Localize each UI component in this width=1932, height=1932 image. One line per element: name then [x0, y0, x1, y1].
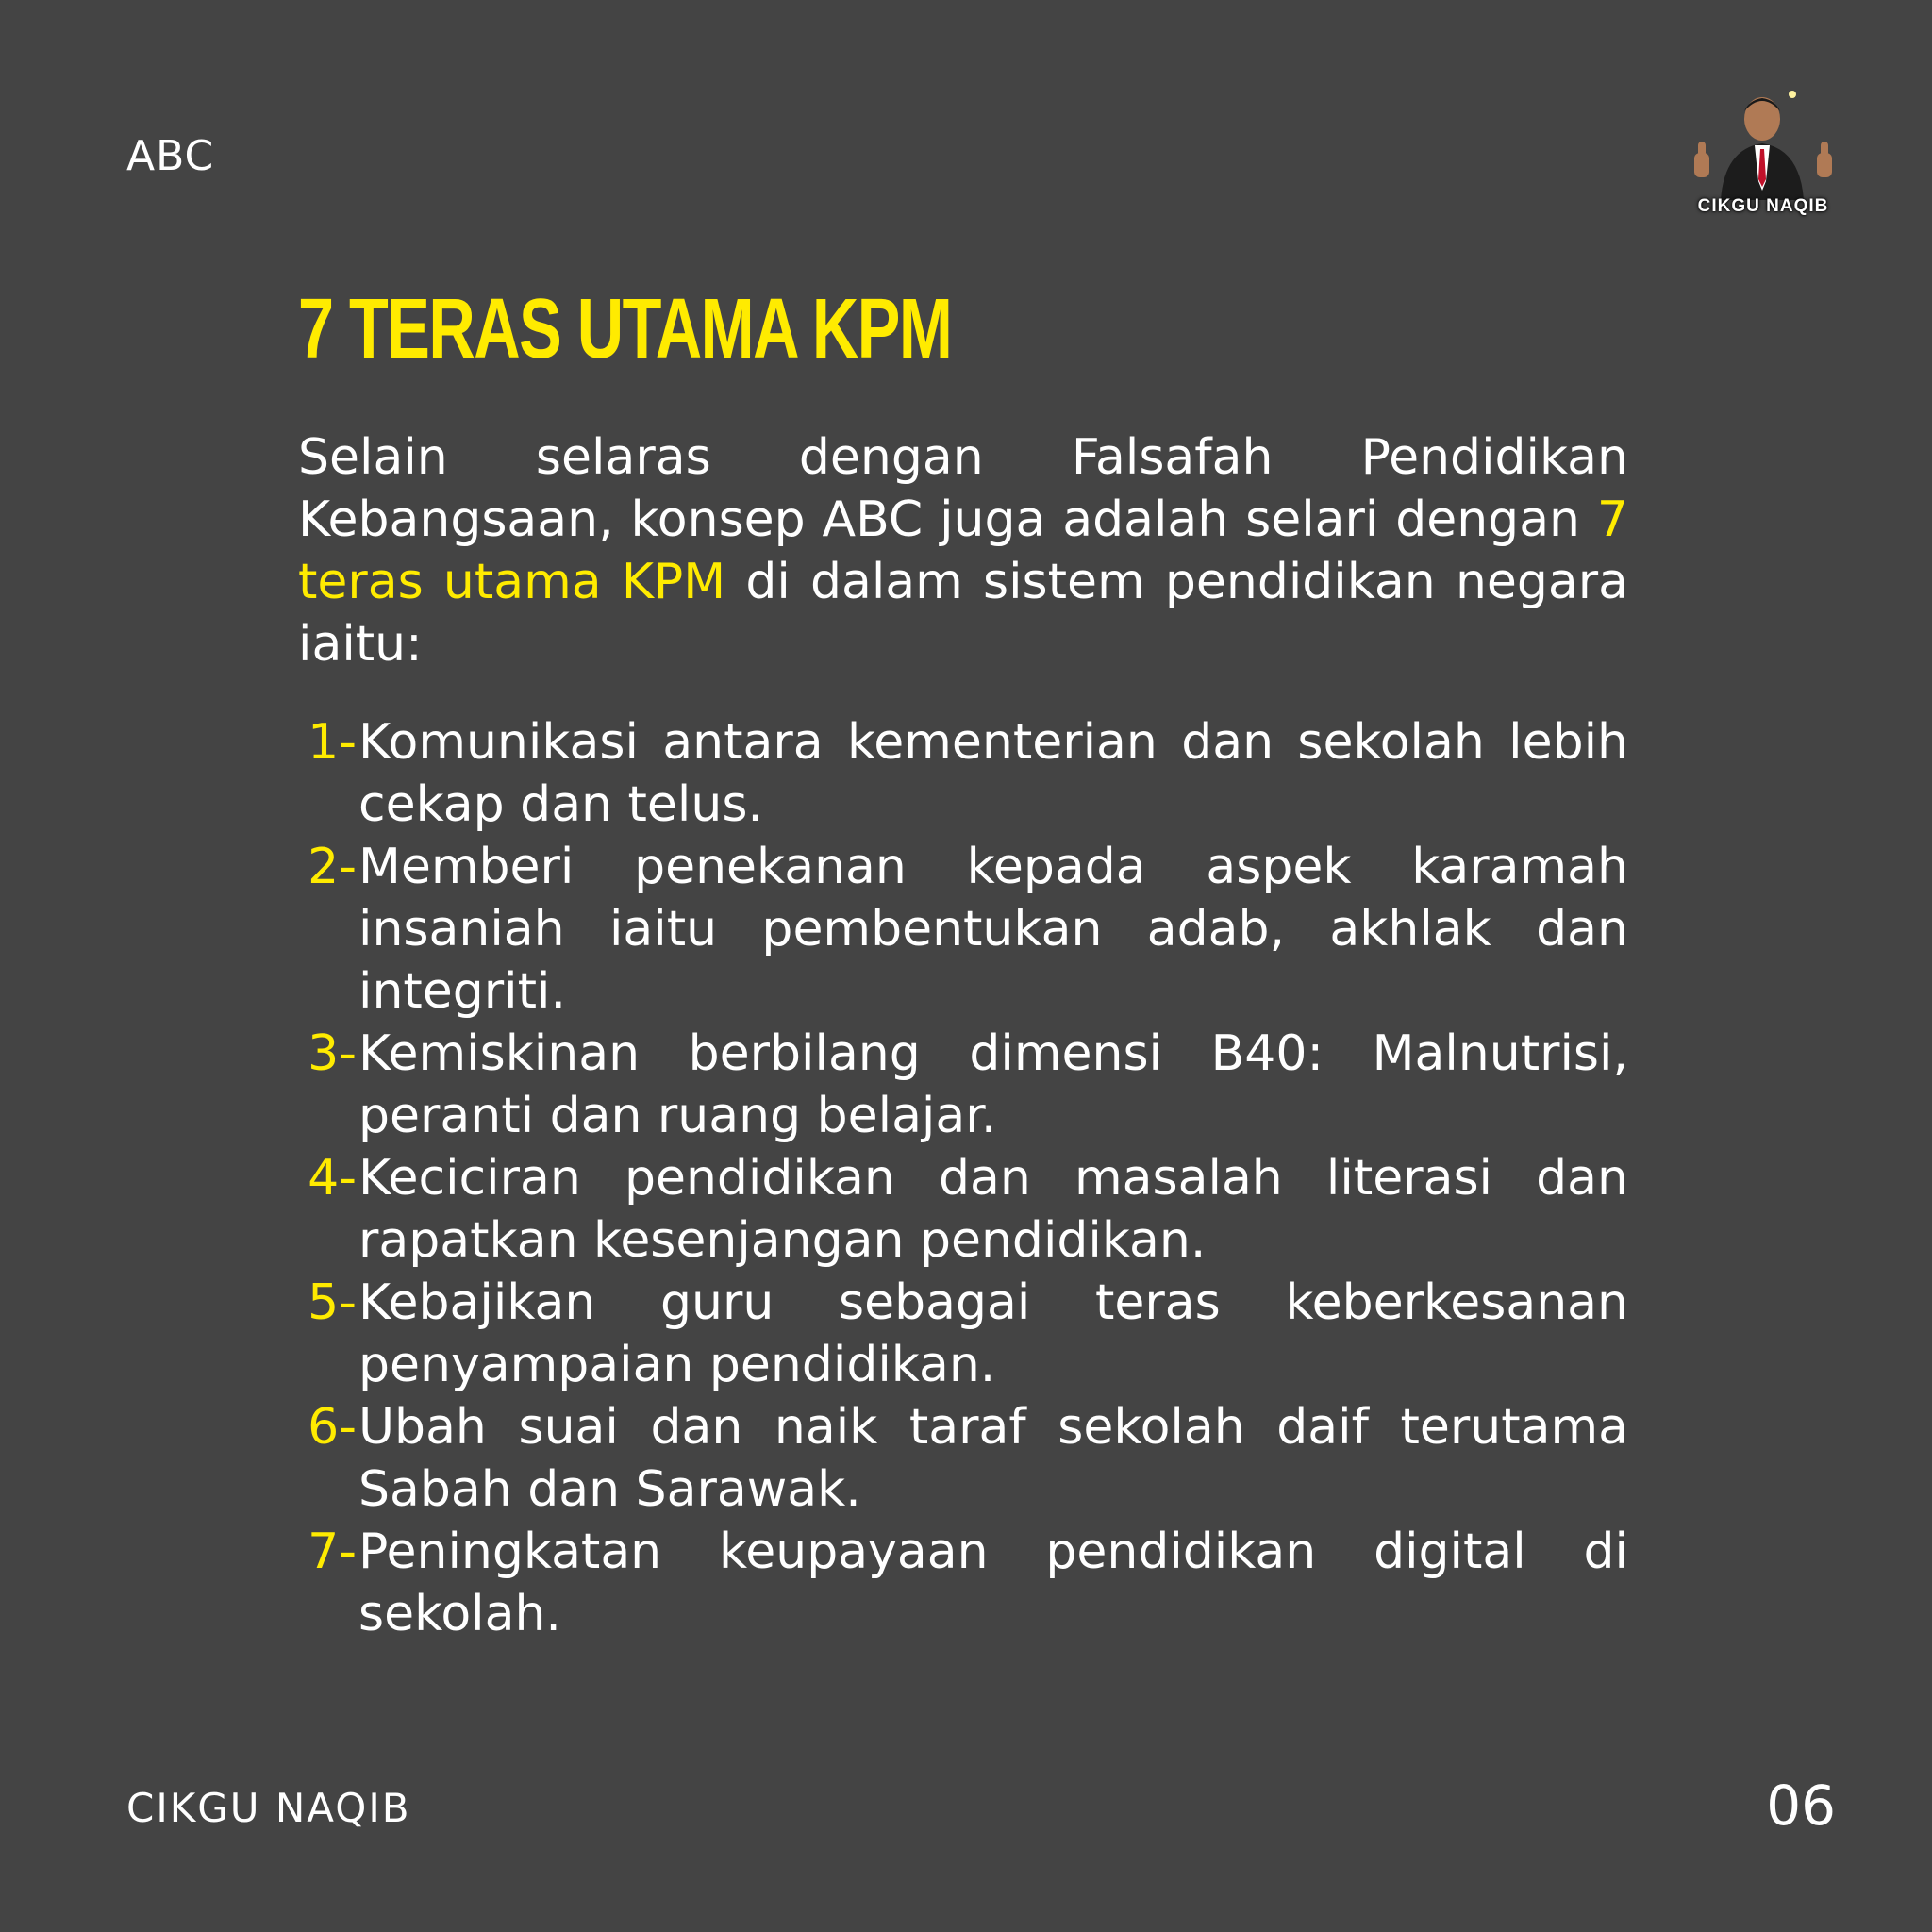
teras-list — [298, 711, 1628, 1645]
intro-text-end: di dalam sistem pendidikan negara iaitu: — [298, 554, 1629, 673]
item-number: 1- — [308, 714, 357, 771]
item-number: 5- — [308, 1274, 357, 1331]
item-text: Kemiskinan berbilang dimensi B40: Malnutrisi, peranti dan ruang belajar. — [358, 1025, 1628, 1144]
intro-text: Selain selaras dengan Falsafah Pendidikan Kebangsaan, konsep ABC juga adalah selari dengan — [298, 429, 1628, 548]
header-label: ABC — [126, 132, 215, 180]
main-content — [298, 426, 1628, 1645]
item-number: 3- — [308, 1025, 357, 1082]
item-number: 4- — [308, 1150, 357, 1207]
page-title: 7 TERAS UTAMA KPM — [298, 282, 952, 376]
list-item — [298, 1023, 1628, 1147]
item-text: Ubah suai dan naik taraf sekolah daif terutama Sabah dan Sarawak. — [358, 1399, 1628, 1518]
intro-highlight: 7 teras utama KPM — [298, 491, 1628, 610]
item-number: 7- — [308, 1524, 357, 1580]
list-item — [298, 1396, 1628, 1521]
author-logo — [1683, 87, 1843, 228]
item-text: Kebajikan guru sebagai teras keberkesanan penyampaian pendidikan. — [358, 1274, 1628, 1393]
item-text: Peningkatan keupayaan pendidikan digital di sekolah. — [358, 1524, 1628, 1642]
list-item — [298, 836, 1628, 1023]
intro-paragraph — [298, 426, 1628, 675]
page-number: 06 — [1766, 1774, 1836, 1838]
list-item — [298, 1521, 1628, 1645]
list-item — [298, 1272, 1628, 1396]
item-text: Keciciran pendidikan dan masalah literasi dan rapatkan kesenjangan pendidikan. — [358, 1150, 1628, 1269]
item-text: Komunikasi antara kementerian dan sekolah lebih cekap dan telus. — [358, 714, 1628, 833]
avatar-icon — [1683, 87, 1843, 200]
list-item — [298, 711, 1628, 836]
item-text: Memberi penekanan kepada aspek karamah insaniah iaitu pembentukan adab, akhlak dan integriti. — [358, 839, 1628, 1020]
footer-author: CIKGU NAQIB — [126, 1785, 411, 1831]
logo-text: CIKGU NAQIB — [1697, 196, 1829, 216]
item-number: 2- — [308, 839, 357, 895]
item-number: 6- — [308, 1399, 357, 1456]
list-item — [298, 1147, 1628, 1272]
